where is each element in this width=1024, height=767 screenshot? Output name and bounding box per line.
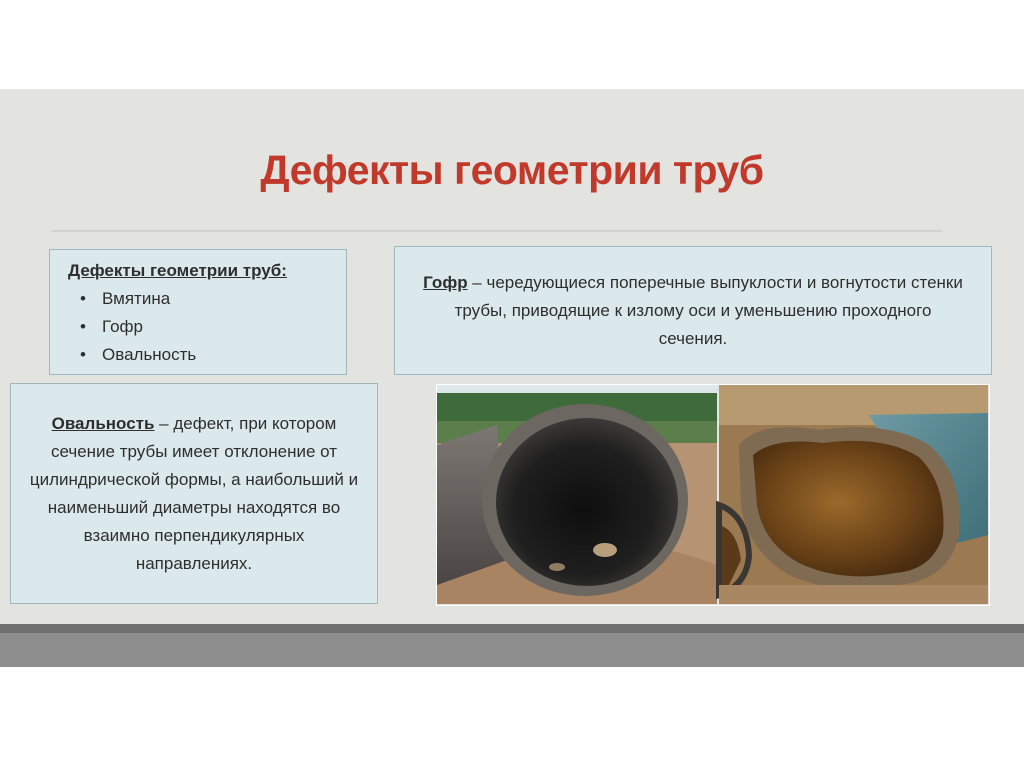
ovality-definition [27,410,361,578]
footer-strip [0,624,1024,633]
defect-list-box [49,249,347,375]
title-divider [52,230,942,232]
list-item: • Овальность [84,341,332,369]
ovality-term: Овальность [51,413,155,433]
corrugated-pipe-photo [719,385,988,604]
ovality-definition-box [10,383,378,604]
defect-list-header: Дефекты геометрии труб: [68,261,287,280]
pipe-defects-photo [436,384,990,606]
list-item: • Гофр [84,313,332,341]
dented-pipe-photo [437,385,717,604]
gofr-term: Гофр [423,272,468,292]
pipe-photo-illustration [437,385,988,604]
list-item: • Вмятина [84,285,332,313]
ovality-definition-text: – дефект, при котором сечение трубы имеет отклонение от цилиндрической формы, а наибольший и наименьший диаметры находятся во взаимно перпендикулярных направлениях. [29,413,359,573]
gofr-definition-box [394,246,992,375]
defect-list [64,285,332,369]
gofr-definition [423,269,963,353]
gofr-definition-text: – чередующиеся поперечные выпуклости и вогнутости стенки трубы, приводящие к излому оси и уменьшению проходного сечения. [454,272,963,348]
slide-title: Дефекты геометрии труб [260,147,764,193]
